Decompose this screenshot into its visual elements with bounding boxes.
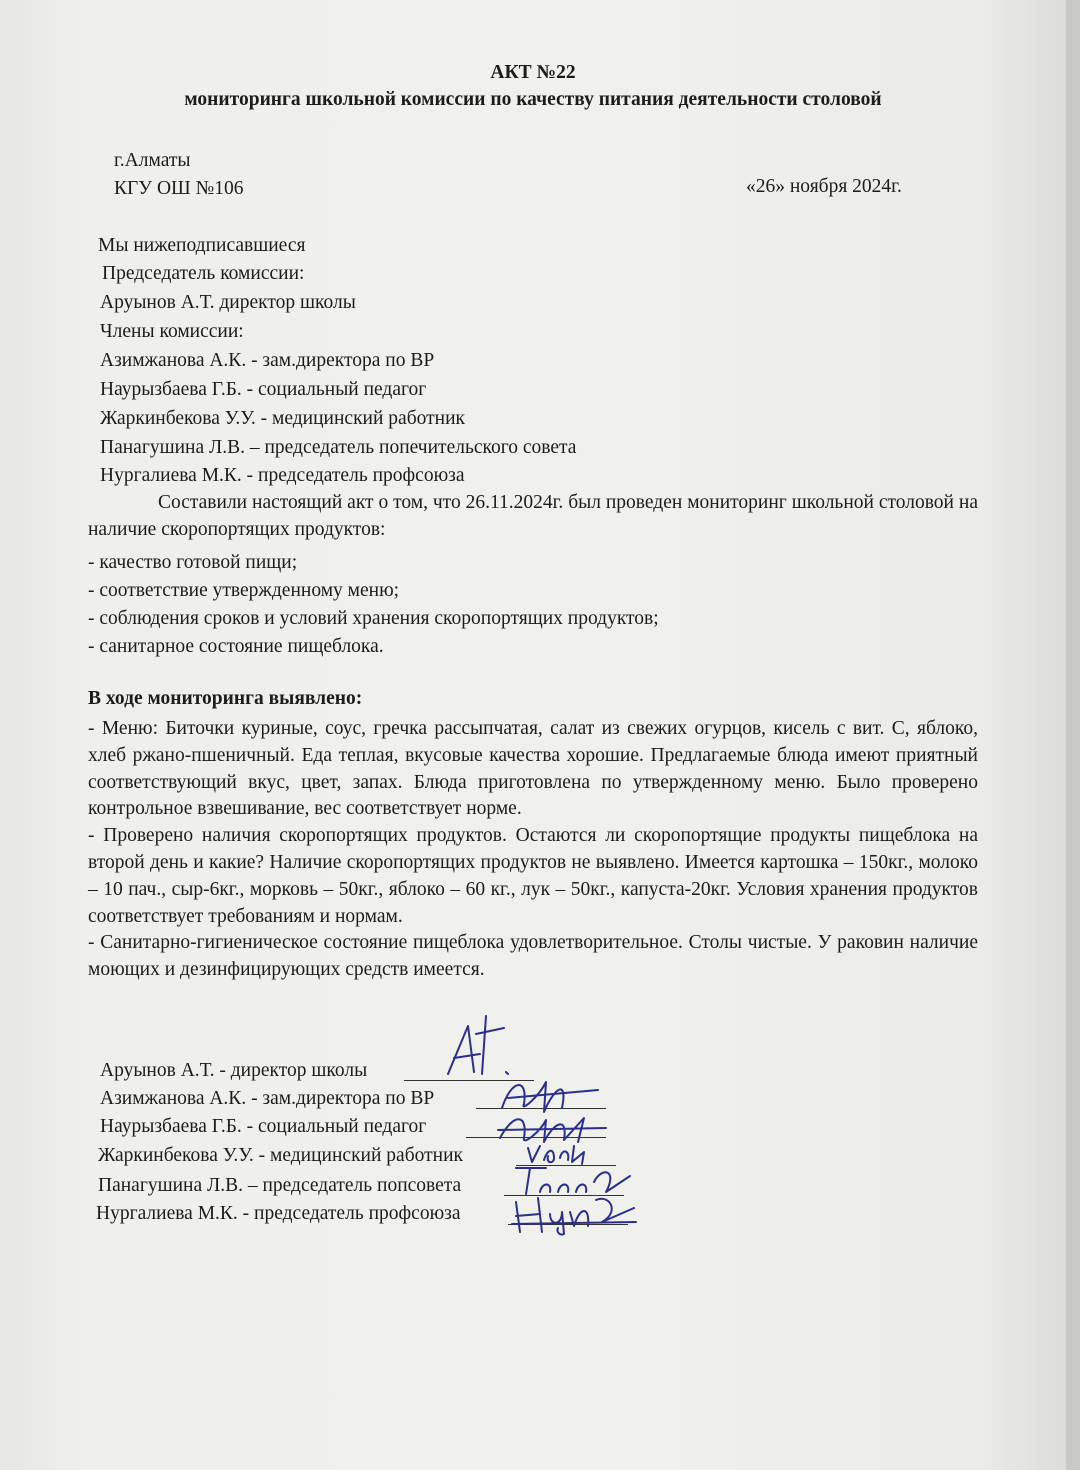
members-label: Члены комиссии:: [100, 321, 244, 342]
signature-line: Аруынов А.Т. - директор школы: [100, 1060, 368, 1081]
check-item: - качество готовой пищи;: [88, 552, 298, 573]
check-item: - соответствие утвержденному меню;: [88, 580, 400, 601]
city: г.Алматы: [114, 150, 191, 171]
findings-heading: В ходе мониторинга выявлено:: [88, 688, 363, 709]
handwritten-signature-icon: [510, 1192, 640, 1236]
act-title: АКТ №22: [490, 62, 576, 83]
member-item: Азимжанова А.К. - зам.директора по ВР: [100, 350, 435, 371]
member-item: Жаркинбекова У.У. - медицинский работник: [100, 408, 465, 429]
member-item: Наурызбаева Г.Б. - социальный педагог: [100, 379, 427, 400]
signature-line: Азимжанова А.К. - зам.директора по ВР: [100, 1088, 435, 1109]
signature-line: Наурызбаева Г.Б. - социальный педагог: [100, 1116, 427, 1137]
undersigned-label: Мы нижеподписавшиеся: [98, 235, 306, 256]
chair-name: Аруынов А.Т. директор школы: [100, 292, 356, 313]
chair-label: Председатель комиссии:: [102, 263, 305, 284]
finding-item: - Меню: Биточки куриные, соус, гречка рассыпчатая, салат из свежих огурцов, кисель с вит. С, яблоко, хлеб ржано-пшеничный. Еда теплая, вкусовые качества хорошие. Предлагаемые блюда имеют приятный соответствующий вкус, цвет, запах. Блюда приготовлена по утвержденному меню. Было проверено контрольное взвешивание, вес соответствует норме.: [88, 718, 978, 820]
signature-line: Панагушина Л.В. – председатель попсовета: [98, 1175, 462, 1196]
findings-list: [88, 716, 978, 984]
page-edge: [1066, 0, 1080, 1470]
act-date: «26» ноября 2024г.: [746, 176, 902, 197]
school-name: КГУ ОШ №106: [114, 178, 244, 199]
check-item: - санитарное состояние пищеблока.: [88, 636, 384, 657]
finding-item: - Санитарно-гигиеническое состояние пищеблока удовлетворительное. Столы чистые. У раковин наличие моющих и дезинфицирующих средств имеется.: [88, 932, 978, 981]
check-item: - соблюдения сроков и условий хранения скоропортящих продуктов;: [88, 608, 659, 629]
act-subtitle: мониторинга школьной комиссии по качеству питания деятельности столовой: [184, 89, 882, 110]
finding-item: - Проверено наличия скоропортящих продуктов. Остаются ли скоропортящие продукты пищеблока на второй день и какие? Наличие скоропортящих продуктов не выявлено. Имеется картошка – 150кг., молоко – 10 пач., сыр-6кг., морковь – 50кг., яблоко – 60 кг., лук – 50кг., капуста-20кг. Условия хранения продуктов соответствует требованиям и нормам.: [88, 825, 978, 927]
signature-line: Нургалиева М.К. - председатель профсоюза: [96, 1203, 461, 1224]
member-item: Панагушина Л.В. – председатель попечительского совета: [100, 437, 577, 458]
member-item: Нургалиева М.К. - председатель профсоюза: [100, 465, 465, 486]
statement-text: Составили настоящий акт о том, что 26.11.2024г. был проведен мониторинг школьной столовой на наличие скоропортящих продуктов:: [88, 492, 978, 540]
signature-line: Жаркинбекова У.У. - медицинский работник: [98, 1145, 463, 1166]
statement-paragraph: [88, 490, 978, 544]
